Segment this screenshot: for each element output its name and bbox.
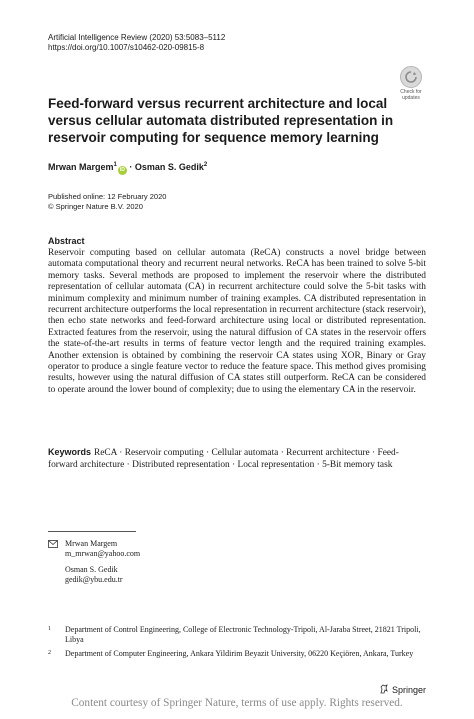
badge-line1: Check for bbox=[400, 89, 422, 95]
orcid-icon[interactable]: iD bbox=[119, 167, 125, 173]
affiliation-marker: 2 bbox=[203, 162, 208, 168]
affiliation-text: Department of Computer Engineering, Ankara Yildirim Beyazit University, 06220 Keçiören, Ankara, Turkey bbox=[65, 649, 414, 658]
footnote-divider bbox=[48, 531, 136, 532]
author-list bbox=[48, 162, 207, 175]
contact-block bbox=[48, 539, 140, 585]
keywords-heading: Keywords bbox=[48, 447, 92, 457]
author-name[interactable]: Mrwan Margem bbox=[48, 162, 114, 172]
contact-email[interactable]: m_mrwan@yahoo.com bbox=[65, 549, 141, 558]
envelope-icon bbox=[48, 540, 58, 551]
affiliation-number: 2 bbox=[48, 650, 51, 656]
contact-email[interactable]: gedik@ybu.edu.tr bbox=[65, 575, 123, 584]
affiliation-number: 1 bbox=[48, 626, 51, 632]
affiliation-marker: 1 bbox=[113, 162, 117, 168]
badge-line2: updates bbox=[402, 95, 420, 101]
affiliation bbox=[48, 649, 426, 659]
publisher-name: Springer bbox=[391, 685, 426, 695]
abstract-heading: Abstract bbox=[48, 236, 85, 246]
contact-entry bbox=[48, 539, 140, 559]
doi-link[interactable]: https://doi.org/10.1007/s10462-020-09815-8 bbox=[48, 43, 205, 52]
keywords-text: ReCA · Reservoir computing · Cellular automata · Recurrent architecture · Feed-forward architecture · Distributed representation · Local representation · 5-Bit memory task bbox=[48, 448, 399, 470]
author-name[interactable]: Osman S. Gedik bbox=[134, 162, 204, 172]
contact-entry bbox=[48, 565, 140, 585]
journal-header bbox=[48, 33, 225, 53]
author-separator: · bbox=[129, 162, 133, 172]
affiliation bbox=[48, 625, 426, 645]
journal-citation: Artificial Intelligence Review (2020) 53:5083–5112 bbox=[48, 33, 226, 42]
check-for-updates-icon bbox=[400, 66, 422, 88]
published-date: Published online: 12 February 2020 bbox=[48, 192, 167, 201]
keywords bbox=[48, 447, 426, 472]
contact-name: Osman S. Gedik bbox=[65, 565, 118, 574]
copyright: © Springer Nature B.V. 2020 bbox=[48, 202, 143, 211]
contact-name: Mrwan Margem bbox=[65, 539, 118, 548]
article-title: Feed-forward versus recurrent architecture and local versus cellular automata distributed representation in reservoir computing for sequence memory learning bbox=[48, 96, 394, 145]
springer-horse-icon bbox=[379, 684, 389, 696]
publication-info bbox=[48, 192, 166, 212]
abstract-text: Reservoir computing based on cellular automata (ReCA) constructs a novel bridge between automata computational theory and recurrent neural networks. ReCA has been trained to solve 5-bit memory tasks. Several methods are proposed to implement the reservoir where the distributed representation of cellular automata (CA) in recurrent architecture could solve the 5-bit tasks with minimum complexity and minimum number of training examples. CA distributed representation in recurrent architecture outperforms the local representation in recurrent architecture (stack reservoir), then echo state networks and feed-forward architecture using local or distributed representation. Extracted features from the reservoir, using the natural diffusion of CA states in the reservoir offers the state-of-the-art results in terms of feature vector length and the required training examples. Another extension is obtained by combining the reservoir CA states using XOR, Binary or Gray operator to produce a single feature vector to reduce the feature space. This method gives promising results, however using the natural diffusion of CA states still outperform. ReCA can be considered to operate around the lower bound of complexity; due to using the elementary CA in the reservoir. bbox=[48, 248, 426, 395]
publisher-logo bbox=[379, 684, 426, 696]
affiliation-text: Department of Control Engineering, College of Electronic Technology-Tripoli, Al-Jaraba Street, 21821 Tripoli, Libya bbox=[65, 625, 421, 644]
content-courtesy-footer: Content courtesy of Springer Nature, terms of use apply. Rights reserved. bbox=[71, 697, 403, 709]
